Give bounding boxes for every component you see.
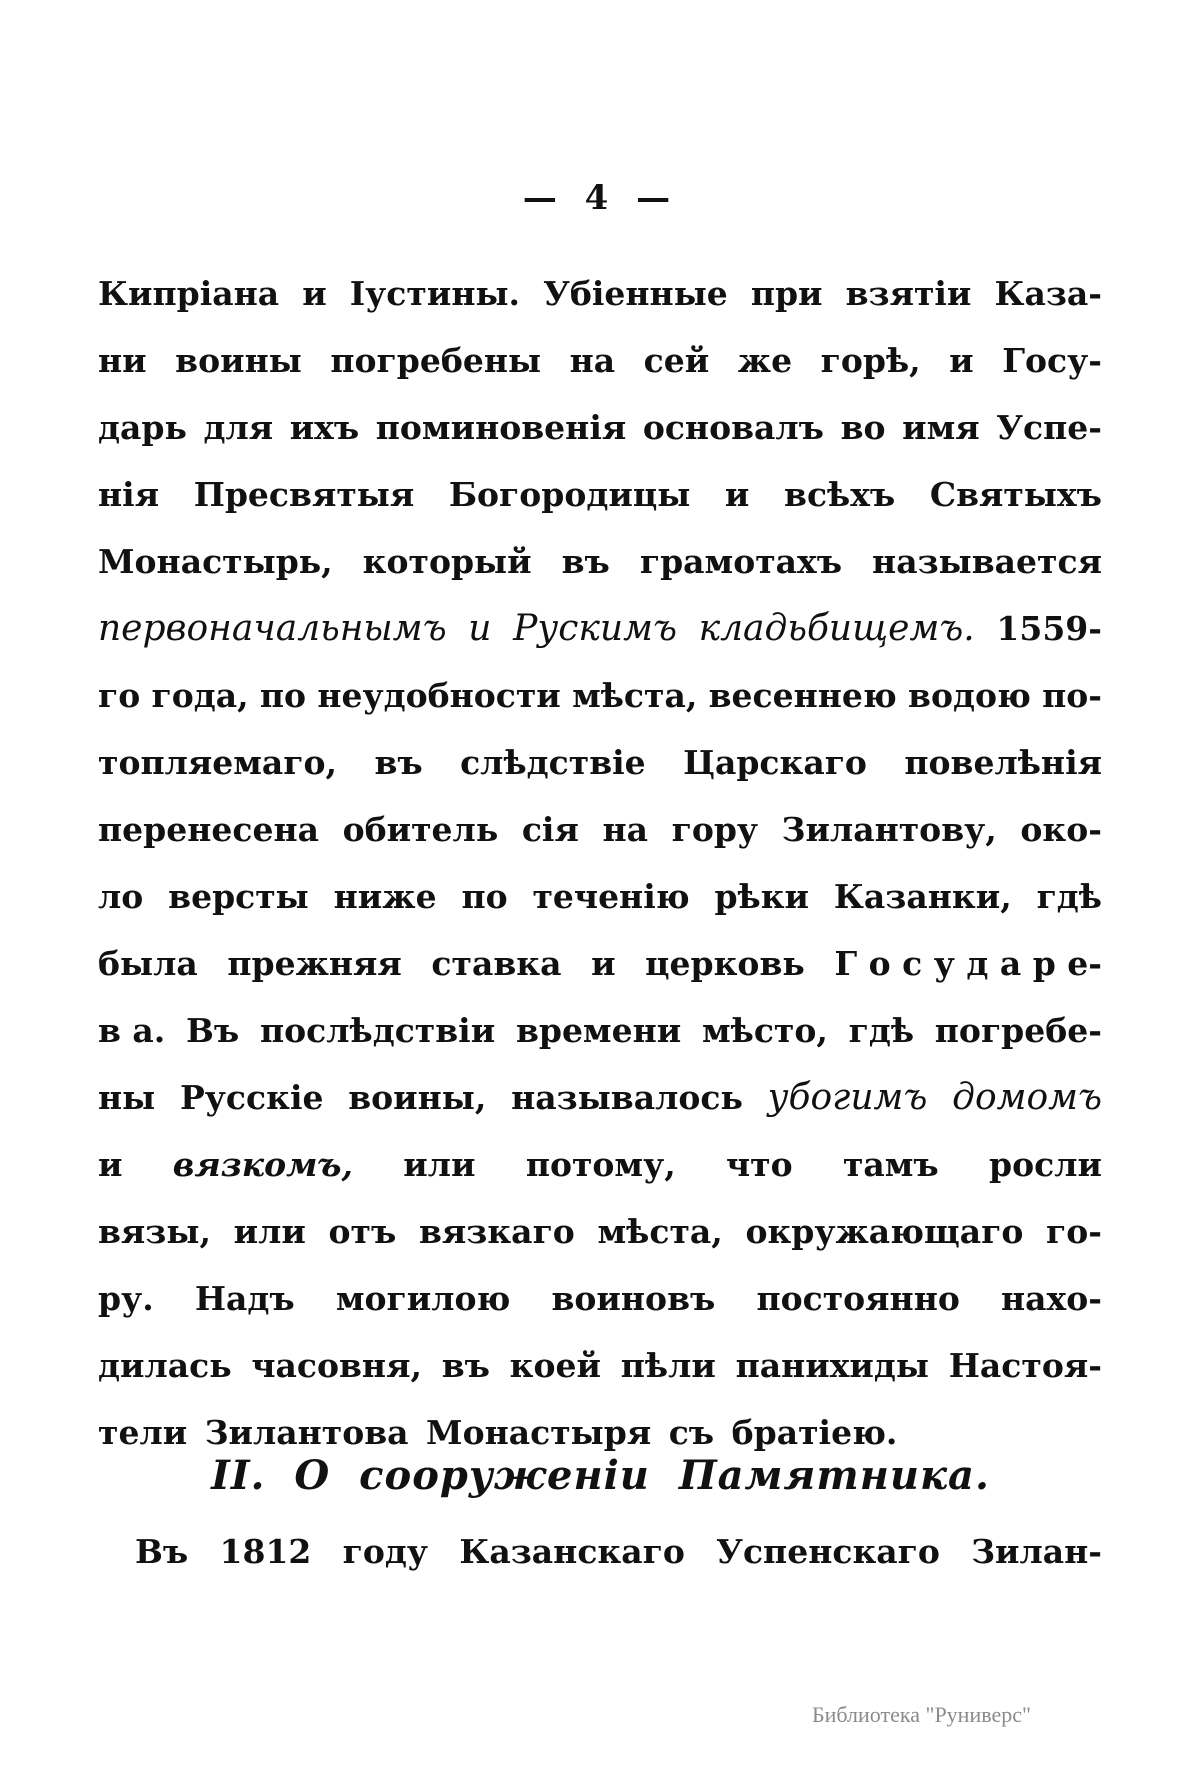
word: версты	[168, 877, 309, 916]
word: тели	[98, 1413, 188, 1452]
word: ру.	[98, 1279, 154, 1318]
word: воины,	[348, 1078, 487, 1117]
word: времени	[515, 1011, 682, 1050]
word: гору	[671, 810, 759, 849]
word: и	[591, 944, 616, 983]
word: Монастырь,	[98, 542, 333, 581]
word: воины	[175, 341, 302, 380]
word: Кипріана	[98, 274, 280, 313]
text-line-final	[135, 1518, 1102, 1585]
word: мѣста,	[572, 676, 698, 715]
word: обитель	[342, 810, 499, 849]
word: сей	[643, 341, 710, 380]
italic-word: кладьбищемъ.	[698, 608, 975, 649]
body-text	[98, 260, 1102, 1466]
text-line-4	[98, 461, 1102, 528]
word: панихиды	[735, 1346, 929, 1385]
word: пѣли	[620, 1346, 716, 1385]
text-line-13	[98, 1064, 1102, 1131]
text-line-9	[98, 796, 1102, 863]
word: нахо-	[1001, 1279, 1102, 1318]
text-line-17	[98, 1332, 1102, 1399]
text-line-12	[98, 997, 1102, 1064]
word: Надъ	[194, 1279, 295, 1318]
word: Въ	[186, 1011, 240, 1050]
word: основалъ	[642, 408, 824, 447]
word: взятіи	[845, 274, 972, 313]
word: 1559-	[996, 609, 1102, 648]
word: нія	[98, 475, 160, 514]
word: Въ	[135, 1532, 189, 1571]
word: же	[737, 341, 793, 380]
word: могилою	[335, 1279, 511, 1318]
word: Зилантову,	[781, 810, 997, 849]
italic-word: Рускимъ	[513, 608, 677, 649]
word: называлось	[511, 1078, 743, 1117]
word: гдѣ	[1036, 877, 1102, 916]
word: для	[203, 408, 274, 447]
section-heading: II. О сооруженіи Памятника.	[211, 1452, 990, 1499]
word: ниже	[333, 877, 437, 916]
word: рѣки	[714, 877, 810, 916]
word: слѣдствіе	[460, 743, 646, 782]
word: перенесена	[98, 810, 319, 849]
word: поминовенія	[375, 408, 627, 447]
word: ло	[98, 877, 144, 916]
text-line-3	[98, 394, 1102, 461]
italic-word: домомъ	[952, 1077, 1102, 1118]
word: Зилантова	[204, 1413, 409, 1452]
word: Богородицы	[448, 475, 691, 514]
word: при	[750, 274, 823, 313]
word: неудобности	[317, 676, 561, 715]
word: по-	[1042, 676, 1102, 715]
word: и	[949, 341, 974, 380]
italic-word: убогимъ	[767, 1077, 928, 1118]
text-line-2	[98, 327, 1102, 394]
word: мѣста,	[597, 1212, 723, 1251]
text-line-1	[98, 260, 1102, 327]
word: водою	[908, 676, 1031, 715]
word: на	[569, 341, 616, 380]
word: всѣхъ	[784, 475, 896, 514]
word: Іустины.	[349, 274, 521, 313]
word: Казанскаго	[459, 1532, 685, 1571]
word: году	[342, 1532, 429, 1571]
word: Госу-	[1002, 341, 1102, 380]
word: тамъ	[842, 1145, 939, 1184]
word: коей	[509, 1346, 601, 1385]
page-number: — 4 —	[522, 178, 679, 218]
word: погребе-	[934, 1011, 1102, 1050]
word: Успенскаго	[716, 1532, 940, 1571]
text-line-6	[98, 595, 1102, 662]
word: послѣдствіи	[259, 1011, 496, 1050]
word: топляемаго,	[98, 743, 338, 782]
word: воиновъ	[551, 1279, 716, 1318]
word: Каза-	[994, 274, 1102, 313]
word: дарь	[98, 408, 187, 447]
word: во	[840, 408, 886, 447]
word: го	[98, 676, 141, 715]
word: горѣ,	[820, 341, 921, 380]
word: Монастыря	[426, 1413, 652, 1452]
word: Русскіе	[179, 1078, 324, 1117]
word: ны	[98, 1078, 156, 1117]
word: Пресвятыя	[193, 475, 415, 514]
word: или	[233, 1212, 306, 1251]
italic-word: вязкомъ,	[172, 1145, 353, 1184]
library-watermark: Библиотека "Руниверс"	[811, 1702, 1031, 1727]
word: и	[302, 274, 327, 313]
word: или	[403, 1145, 476, 1184]
word: гдѣ	[848, 1011, 915, 1050]
word: ни	[98, 341, 147, 380]
word: въ	[561, 542, 610, 581]
word: ставка	[431, 944, 562, 983]
word: по	[259, 676, 307, 715]
word: вязкаго	[418, 1212, 575, 1251]
word: 1812	[219, 1532, 312, 1571]
word: и	[98, 1145, 123, 1184]
word: погребены	[330, 341, 542, 380]
word: грамотахъ	[639, 542, 843, 581]
word: часовня,	[251, 1346, 422, 1385]
word: в а.	[98, 1011, 166, 1050]
word: Святыхъ	[929, 475, 1102, 514]
word: по	[461, 877, 508, 916]
text-line-7	[98, 662, 1102, 729]
word: въ	[374, 743, 423, 782]
word: Казанки,	[833, 877, 1012, 916]
text-line-15	[98, 1198, 1102, 1265]
word: ихъ	[289, 408, 360, 447]
word: въ	[441, 1346, 490, 1385]
word: церковь	[645, 944, 805, 983]
word: Зилан-	[971, 1532, 1102, 1571]
text-line-14	[98, 1131, 1102, 1198]
word: имя	[902, 408, 980, 447]
text-line-10	[98, 863, 1102, 930]
word: теченію	[532, 877, 690, 916]
word: прежняя	[227, 944, 402, 983]
word: повелѣнія	[904, 743, 1102, 782]
word: окружающаго	[745, 1212, 1024, 1251]
word: Г о с у д а р е-	[834, 944, 1102, 983]
text-line-16	[98, 1265, 1102, 1332]
text-line-8	[98, 729, 1102, 796]
italic-word: и	[468, 608, 492, 649]
italic-word: первоначальнымъ	[98, 608, 447, 649]
word: съ	[668, 1413, 715, 1452]
text-line-5	[98, 528, 1102, 595]
word: братіею.	[731, 1413, 898, 1452]
word: Настоя-	[948, 1346, 1102, 1385]
word: вязы,	[98, 1212, 211, 1251]
word: потому,	[525, 1145, 676, 1184]
word: весеннею	[708, 676, 897, 715]
word: дилась	[98, 1346, 232, 1385]
word: го-	[1046, 1212, 1102, 1251]
word: росли	[989, 1145, 1102, 1184]
word: была	[98, 944, 198, 983]
word: Убіенные	[543, 274, 728, 313]
text-line-11	[98, 930, 1102, 997]
word: и	[724, 475, 750, 514]
word: Успе-	[996, 408, 1102, 447]
word: мѣсто,	[701, 1011, 828, 1050]
word: око-	[1020, 810, 1102, 849]
word: называется	[872, 542, 1102, 581]
word: постоянно	[756, 1279, 960, 1318]
word: года,	[151, 676, 249, 715]
word: на	[602, 810, 648, 849]
word: Царскаго	[683, 743, 867, 782]
word: отъ	[328, 1212, 397, 1251]
word: сія	[521, 810, 579, 849]
word: что	[726, 1145, 793, 1184]
word: который	[362, 542, 532, 581]
